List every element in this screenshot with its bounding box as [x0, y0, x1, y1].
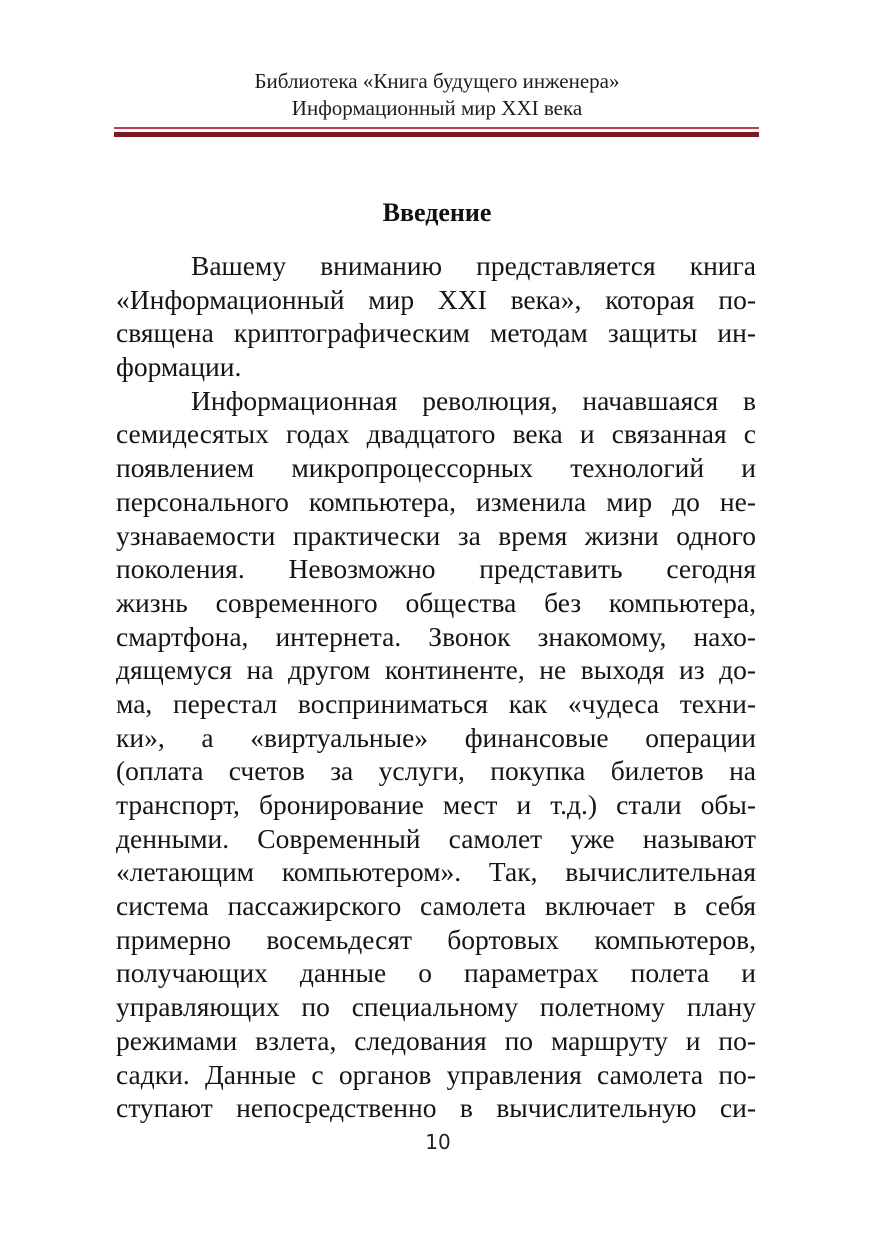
text-line: священа криптографическим методам защиты ин-: [116, 317, 756, 349]
text-line: (оплата счетов за услуги, покупка билетов на: [116, 755, 756, 787]
header-rule: [114, 127, 759, 137]
text-line: садки. Данные с органов управления самолета по-: [116, 1058, 756, 1090]
text-line: дящемуся на другом континенте, не выходя из до-: [116, 654, 756, 686]
text-line: персонального компьютера, изменила мир до не-: [116, 485, 756, 517]
text-line: узнаваемости практически за время жизни одного: [116, 519, 756, 551]
book-title: Информационный мир XXI века: [291, 96, 583, 120]
text-line: Информационная революция, начавшаяся в: [191, 384, 756, 416]
text-line: семидесятых годах двадцатого века и связанная с: [116, 418, 756, 450]
text-line: получающих данные о параметрах полета и: [116, 957, 756, 989]
header-rule-thick: [114, 132, 759, 137]
text-line: управляющих по специальному полетному плану: [116, 991, 756, 1023]
text-line: «Информационный мир XXI века», которая по-: [116, 283, 756, 315]
text-line: «летающим компьютером». Так, вычислительная: [116, 856, 756, 888]
text-line: Вашему вниманию представляется книга: [191, 250, 756, 281]
text-line: поколения. Невозможно представить сегодня: [116, 553, 756, 585]
text-line: транспорт, бронирование мест и т.д.) стали обы-: [116, 789, 756, 820]
series-title: Библиотека «Книга будущего инженера»: [254, 69, 620, 93]
text-line: ма, перестал восприниматься как «чудеса техни-: [116, 687, 756, 719]
text-line: смартфона, интернета. Звонок знакомому, нахо-: [116, 620, 756, 652]
section-heading: Введение: [382, 198, 492, 227]
text-line: ступают непосредственно в вычислительную си-: [116, 1092, 756, 1124]
text-line: появлением микропроцессорных технологий и: [116, 452, 756, 484]
text-line: примерно восемьдесят бортовых компьютеров,: [116, 923, 756, 955]
running-header: [116, 68, 758, 122]
text-line: жизнь современного общества без компьютера,: [116, 586, 756, 618]
text-line: формации.: [116, 351, 242, 383]
body-text: [116, 249, 756, 1125]
text-line: денными. Современный самолет уже называют: [116, 822, 756, 854]
text-line: режимами взлета, следования по маршруту и по-: [116, 1024, 756, 1056]
text-line: ки», а «виртуальные» финансовые операции: [116, 721, 756, 753]
text-line: система пассажирского самолета включает в себя: [116, 890, 756, 922]
page-number: 10: [425, 1130, 451, 1154]
